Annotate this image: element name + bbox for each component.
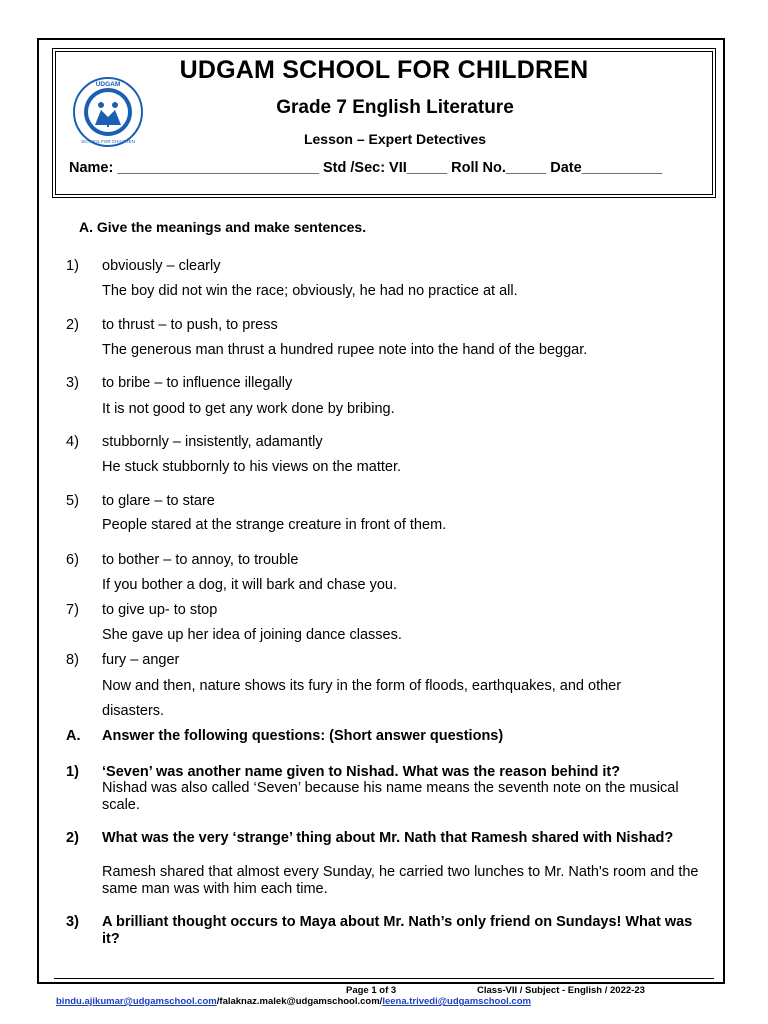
item-number: 6) xyxy=(66,552,79,568)
question-text: ‘Seven’ was another name given to Nishad. What was the reason behind it? xyxy=(102,764,621,780)
page-number: Page 1 of 3 xyxy=(346,985,397,996)
footer-divider xyxy=(54,982,714,983)
email-link[interactable]: bindu.ajikumar@udgamschool.com xyxy=(56,996,217,1007)
answer-text: Nishad was also called ‘Seven’ because his name means the seventh note on the musical scale. xyxy=(102,780,679,813)
question-number: 2) xyxy=(66,830,79,846)
lesson-title: Lesson – Expert Detectives xyxy=(303,131,487,147)
item-number: 3) xyxy=(66,375,79,391)
footer-emails xyxy=(56,996,531,1007)
item-word: to glare – to stare xyxy=(102,493,215,509)
item-word: to thrust – to push, to press xyxy=(102,317,278,333)
student-info-line: Name: _________________________ Std /Sec: VII_____ Roll No._____ Date__________ xyxy=(69,160,663,176)
section-b-title: Answer the following questions: (Short answer questions) xyxy=(102,728,504,744)
question-number: 1) xyxy=(66,764,79,780)
email-separator: / xyxy=(379,996,383,1007)
grade-title: Grade 7 English Literature xyxy=(276,97,514,118)
item-number: 1) xyxy=(66,258,79,274)
question-text: A brilliant thought occurs to Maya about Mr. Nath’s only friend on Sundays! What was it? xyxy=(102,914,693,947)
footer-divider xyxy=(54,978,714,979)
item-sentence: The generous man thrust a hundred rupee note into the hand of the beggar. xyxy=(102,342,588,358)
item-number: 8) xyxy=(66,652,79,668)
item-word: stubbornly – insistently, adamantly xyxy=(102,434,323,450)
item-word: to bribe – to influence illegally xyxy=(102,375,293,391)
item-sentence: People stared at the strange creature in front of them. xyxy=(102,517,447,533)
item-word: fury – anger xyxy=(102,652,180,668)
question-text: What was the very ‘strange’ thing about Mr. Nath that Ramesh shared with Nishad? xyxy=(102,830,674,846)
email-link[interactable]: leena.trivedi@udgamschool.com xyxy=(382,996,531,1007)
item-word: obviously – clearly xyxy=(102,258,221,274)
item-number: 7) xyxy=(66,602,79,618)
item-sentence: If you bother a dog, it will bark and chase you. xyxy=(102,577,398,593)
item-number: 4) xyxy=(66,434,79,450)
section-b-letter: A. xyxy=(66,728,81,744)
school-name: UDGAM SCHOOL FOR CHILDREN xyxy=(179,56,589,84)
question-number: 3) xyxy=(66,914,79,930)
item-number: 5) xyxy=(66,493,79,509)
email-text: falaknaz.malek@udgamschool.com xyxy=(219,996,380,1007)
section-a-title: A. Give the meanings and make sentences. xyxy=(79,219,367,235)
item-word: to bother – to annoy, to trouble xyxy=(102,552,299,568)
item-sentence: Now and then, nature shows its fury in the form of floods, earthquakes, and other xyxy=(102,678,622,694)
svg-text:UDGAM: UDGAM xyxy=(95,81,121,88)
item-sentence-continued: disasters. xyxy=(102,703,165,719)
item-sentence: The boy did not win the race; obviously, he had no practice at all. xyxy=(102,283,518,299)
answer-text: Ramesh shared that almost every Sunday, he carried two lunches to Mr. Nath's room and the same man was with him each time. xyxy=(102,864,699,897)
class-info: Class-VII / Subject - English / 2022-23 xyxy=(477,985,645,996)
item-sentence: It is not good to get any work done by bribing. xyxy=(102,401,395,417)
svg-text:SCHOOL FOR CHILDREN: SCHOOL FOR CHILDREN xyxy=(81,139,135,144)
item-sentence: She gave up her idea of joining dance classes. xyxy=(102,627,402,643)
item-number: 2) xyxy=(66,317,79,333)
item-word: to give up- to stop xyxy=(102,602,218,618)
email-separator: / xyxy=(216,996,220,1007)
item-sentence: He stuck stubbornly to his views on the matter. xyxy=(102,459,401,475)
